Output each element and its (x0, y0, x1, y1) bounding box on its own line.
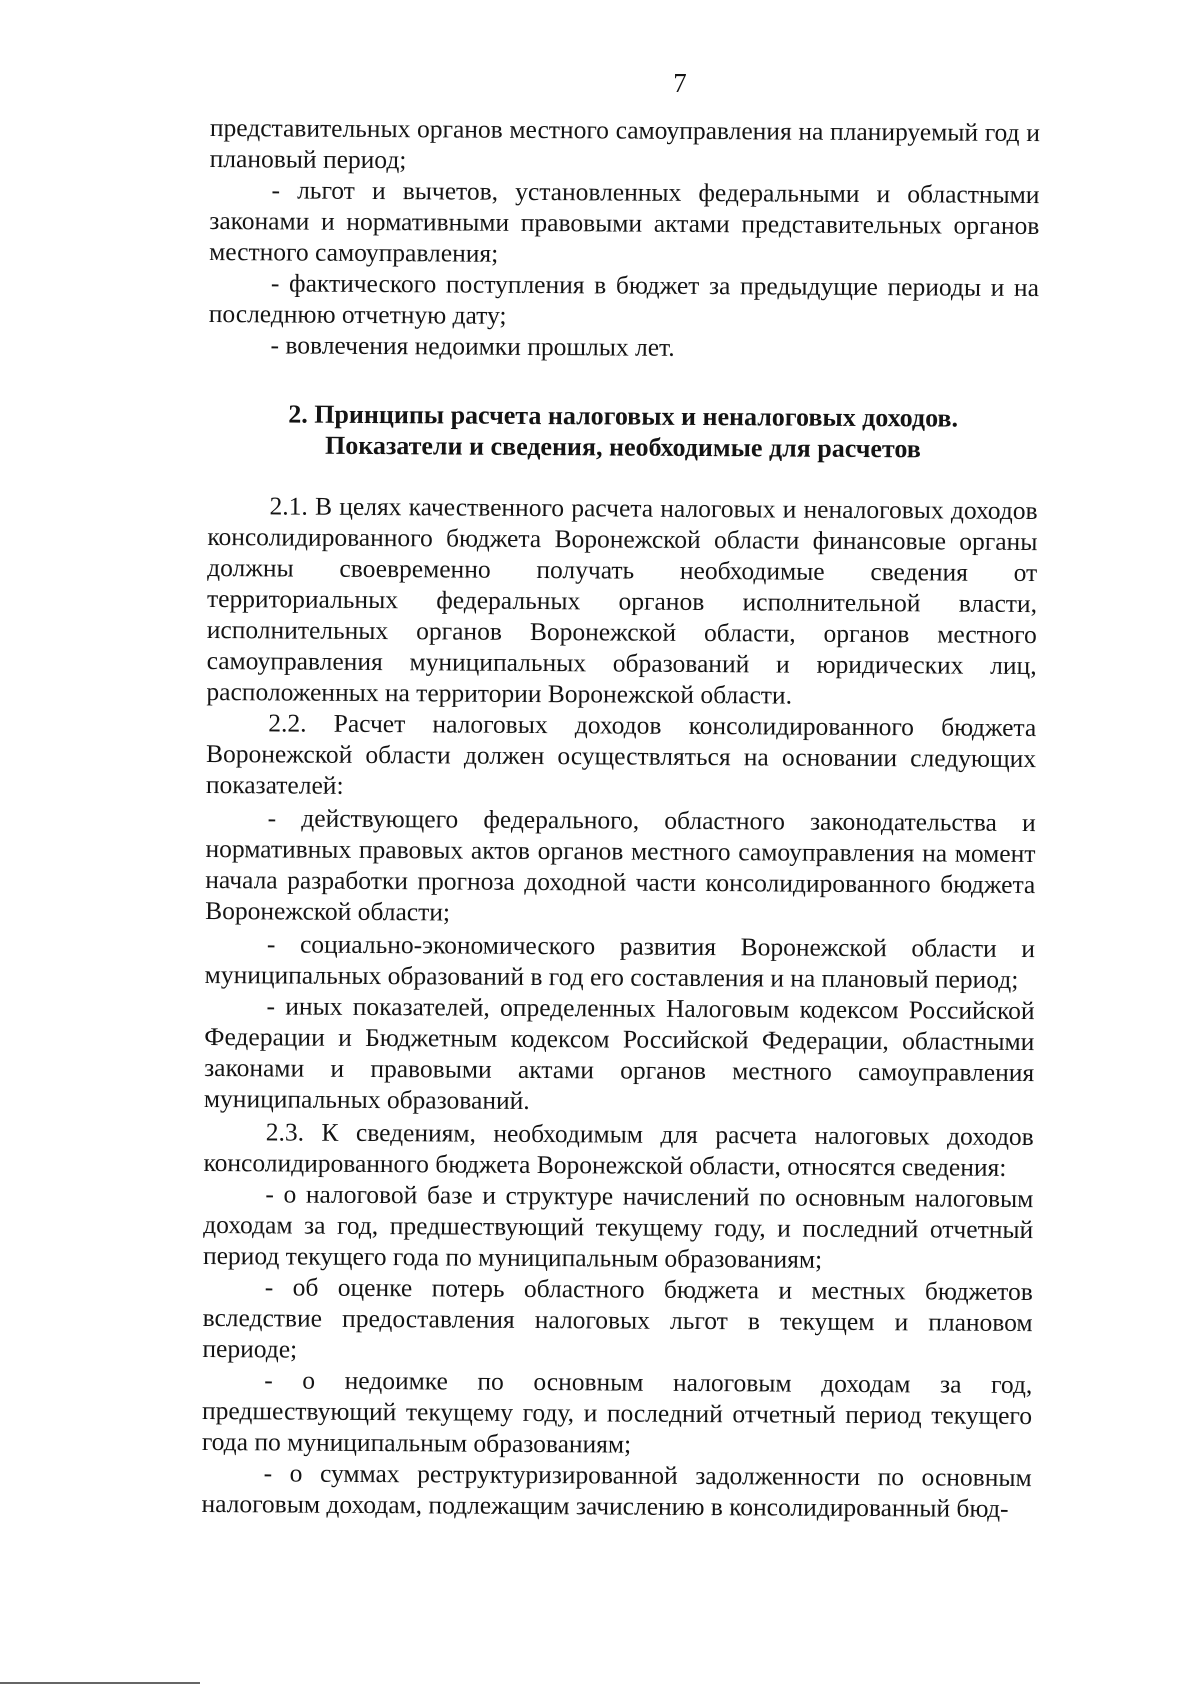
document-body (201, 112, 1040, 1524)
list-item-losses: - об оценке потерь областного бюджета и местных бюджетов вследствие предоставления налоговых льгот в текущем и плановом периоде; (202, 1272, 1033, 1364)
paragraph-2-1: 2.1. В целях качественного расчета налоговых и неналоговых доходов консолидированного бюджета Воронежской области финансовые органы должны своевременно получать необходимые сведения от территориальных федеральных органов исполнительной власти, исполнительных органов Воронежской области, органов местного самоуправления муниципальных образований и юридических лиц, расположенных на территории Воронежской области. (206, 491, 1038, 710)
paragraph-continuation: представительных органов местного самоуправления на планируемый год и плановый период; (209, 112, 1040, 175)
list-item-socioeconomic: - социально-экономического развития Воронежской области и муниципальных образований в год его составления и на плановый период; (204, 929, 1035, 994)
paragraph-2-3: 2.3. К сведениям, необходимым для расчета налоговых доходов консолидированного бюджета Воронежской области, относятся сведения: (203, 1117, 1034, 1182)
paragraph-2-2: 2.2. Расчет налоговых доходов консолидированного бюджета Воронежской области должен осуществляться на основании следующих показателей: (205, 708, 1037, 800)
list-item-tax-base: - о налоговой базе и структуре начислений по основным налоговым доходам за год, предшествующий текущему году, и последний отчетный период текущего года по муниципальным образованиям; (202, 1179, 1034, 1274)
list-item-legislation: - действующего федерального, областного законодательства и нормативных правовых актов органов местного самоуправления на момент начала разработки прогноза доходной части консолидированного бюджета Воронежской области; (205, 803, 1036, 927)
scan-edge-line (0, 1682, 200, 1684)
list-item-arrears: - вовлечения недоимки прошлых лет. (270, 330, 675, 362)
page-number: 7 (673, 68, 687, 98)
list-item-arrears-tax: - о недоимке по основным налоговым доходам за год, предшествующий текущему году, и последний отчетный период текущего года по муниципальным образованиям; (201, 1365, 1033, 1459)
list-item-restructured-debt: - о суммах реструктуризированной задолженности по основным налоговым доходам, подлежащим зачислению в консолидированный бюд- (201, 1458, 1032, 1523)
list-item-benefits: - льгот и вычетов, установленных федеральными и областными законами и нормативными правовыми актами представительных органов местного самоуправления; (209, 175, 1040, 268)
list-item-actual-revenue: - фактического поступления в бюджет за предыдущие периоды и на последнюю отчетную дату; (208, 268, 1040, 330)
section-heading-line-1: 2. Принципы расчета налоговых и неналоговых доходов. (288, 399, 959, 433)
section-heading (208, 398, 1038, 465)
list-item-other-indicators: - иных показателей, определенных Налоговым кодексом Российской Федерации и Бюджетным кодексом Российской Федерации, областными законами и правовыми актами органов местного самоуправления муниципальных образований. (203, 991, 1035, 1115)
section-heading-line-2: Показатели и сведения, необходимые для расчетов (325, 430, 921, 464)
